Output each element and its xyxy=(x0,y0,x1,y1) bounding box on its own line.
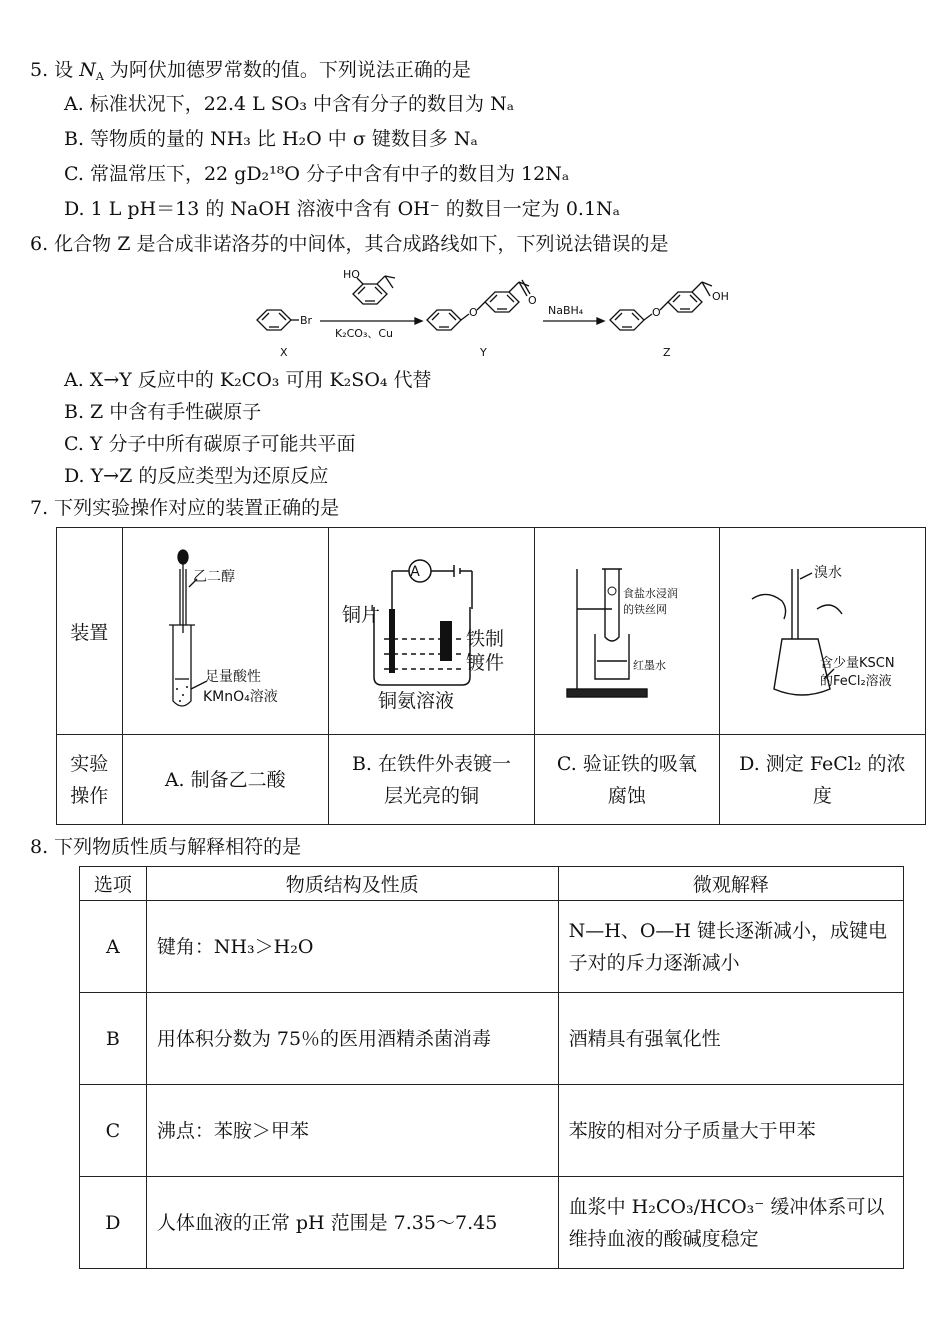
q5-stem-a: 5. 设 xyxy=(30,59,80,81)
scheme-ho: HO xyxy=(343,268,360,281)
q8-row-b-explanation: 酒精具有强氧化性 xyxy=(558,993,903,1085)
ammeter-label: A xyxy=(409,563,420,580)
q7-op-c: C. 验证铁的吸氧腐蚀 xyxy=(535,735,720,825)
q5-stem-b: 为阿伏加德罗常数的值。下列说法正确的是 xyxy=(103,59,471,81)
q8-row-c-explanation: 苯胺的相对分子质量大于甲苯 xyxy=(558,1085,903,1177)
scheme-label-z: Z xyxy=(663,346,671,359)
label-copper-plate: 铜片 xyxy=(341,603,380,626)
q8-row-a-option: A xyxy=(80,901,147,993)
test-tube-diagram xyxy=(125,529,325,729)
q5-stem xyxy=(30,58,471,89)
q8-row-b-property: 用体积分数为 75％的医用酒精杀菌消毒 xyxy=(146,993,558,1085)
q7-stem: 7. 下列实验操作对应的装置正确的是 xyxy=(30,497,340,519)
label-kscn: 含少量KSCN xyxy=(820,655,895,671)
q6-option-b: B. Z 中含有手性碳原子 xyxy=(64,401,262,423)
q8-header-explanation: 微观解释 xyxy=(558,867,903,901)
q5-na: N xyxy=(79,59,96,81)
oxygen-corrosion-diagram xyxy=(537,529,717,729)
label-copper-ammonia: 铜氨溶液 xyxy=(377,689,454,712)
q5-option-d: D. 1 L pH＝13 的 NaOH 溶液中含有 OH⁻ 的数目一定为 0.1Nₐ xyxy=(64,198,621,220)
q8-row-c-option: C xyxy=(80,1085,147,1177)
label-iron-2: 镀件 xyxy=(465,651,504,674)
q6-option-d: D. Y→Z 的反应类型为还原反应 xyxy=(64,465,329,487)
q7-op-a: A. 制备乙二酸 xyxy=(122,735,328,825)
titration-diagram xyxy=(722,529,922,729)
label-acidic: 足量酸性 xyxy=(205,668,262,685)
q6-option-a: A. X→Y 反应中的 K₂CO₃ 可用 K₂SO₄ 代替 xyxy=(64,369,432,391)
label-iron-1: 铁制 xyxy=(465,627,504,650)
q8-row-a-explanation: N—H、O—H 键长逐渐减小，成键电子对的斥力逐渐减小 xyxy=(558,901,903,993)
q8-row-c-property: 沸点：苯胺＞甲苯 xyxy=(146,1085,558,1177)
q5-option-c: C. 常温常压下，22 gD₂¹⁸O 分子中含有中子的数目为 12Nₐ xyxy=(64,163,570,185)
scheme-label-x: X xyxy=(280,346,288,359)
scheme-o-y: O xyxy=(469,306,478,319)
scheme-oh: OH xyxy=(712,290,729,303)
q8-stem: 8. 下列物质性质与解释相符的是 xyxy=(30,836,302,858)
q7-apparatus-a xyxy=(122,528,328,735)
q5-na-sub: A xyxy=(95,70,104,83)
q7-op-b: B. 在铁件外表镀一层光亮的铜 xyxy=(328,735,534,825)
q8-header-option: 选项 xyxy=(80,867,147,901)
q8-header-property: 物质结构及性质 xyxy=(146,867,558,901)
q8-row-b-option: B xyxy=(80,993,147,1085)
q8-table xyxy=(79,866,904,1269)
label-fecl2: 的FeCl₂溶液 xyxy=(820,673,892,689)
scheme-reagent2: NaBH₄ xyxy=(548,304,584,317)
q7-apparatus-c xyxy=(535,528,720,735)
q7-apparatus-b xyxy=(328,528,534,735)
q7-apparatus-d xyxy=(719,528,925,735)
q8-row-d-property: 人体血液的正常 pH 范围是 7.35～7.45 xyxy=(146,1177,558,1269)
label-red-ink: 红墨水 xyxy=(632,658,666,672)
q6-stem: 6. 化合物 Z 是合成非诺洛芬的中间体，其合成路线如下，下列说法错误的是 xyxy=(30,233,669,255)
q7-row-head-apparatus: 装置 xyxy=(57,528,123,735)
label-salt-water: 食盐水浸润 xyxy=(622,586,678,600)
scheme-o-ketone: O xyxy=(528,294,537,307)
q5-option-a: A. 标准状况下，22.4 L SO₃ 中含有分子的数目为 Nₐ xyxy=(64,93,515,115)
scheme-reagent1: K₂CO₃、Cu xyxy=(335,327,394,340)
q7-table xyxy=(56,527,926,825)
scheme-label-y: Y xyxy=(480,346,487,359)
q8-row-d-option: D xyxy=(80,1177,147,1269)
synthesis-scheme xyxy=(245,264,745,364)
label-kmno4: KMnO₄溶液 xyxy=(203,688,278,705)
q8-row-d-explanation: 血浆中 H₂CO₃/HCO₃⁻ 缓冲体系可以维持血液的酸碱度稳定 xyxy=(558,1177,903,1269)
q8-row-a-property: 键角：NH₃＞H₂O xyxy=(146,901,558,993)
label-bromine-water: 溴水 xyxy=(814,564,843,581)
q5-option-b: B. 等物质的量的 NH₃ 比 H₂O 中 σ 键数目多 Nₐ xyxy=(64,128,478,150)
scheme-o-z: O xyxy=(652,306,661,319)
label-iron-mesh: 的铁丝网 xyxy=(622,602,667,616)
electroplating-diagram xyxy=(332,529,532,729)
scheme-br: Br xyxy=(300,314,313,327)
q7-row-head-operation: 实验操作 xyxy=(57,735,123,825)
q7-op-d: D. 测定 FeCl₂ 的浓度 xyxy=(719,735,925,825)
q6-option-c: C. Y 分子中所有碳原子可能共平面 xyxy=(64,433,356,455)
label-ethylene-glycol: 乙二醇 xyxy=(193,568,236,585)
